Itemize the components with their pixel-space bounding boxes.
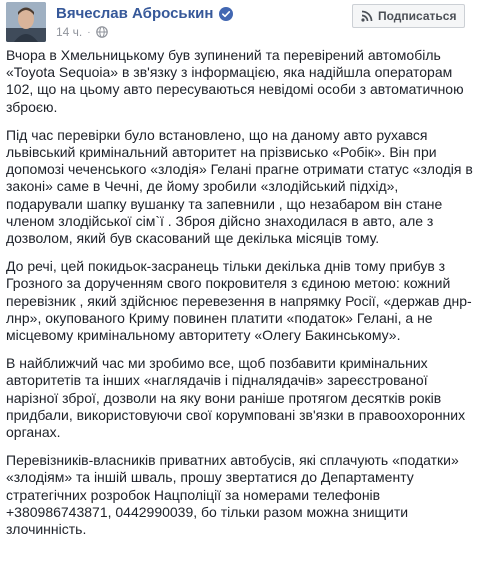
author-row [56,5,233,22]
post-paragraph-4: В найближчий час ми зробимо все, щоб позбавити кримінальних авторитетів та інших «наглядачів і підналядачів» зареєстрованої нарізної зброї, дозволи на яку вони раніше протягом десятків років придбали, використовуючи свої корумповані зв'язки в правоохоронних органах. [6,355,466,441]
follow-button-label: Подписаться [378,9,457,23]
post-header [0,0,484,44]
post-paragraph-5: Перевізників-власників приватних автобусів, які сплачують «податки» «злодіям» та іншій шваль, прошу звертатися до Департаменту стратегічних розробок Нацполіції за номерами телефонів +380986743871, 0442990039, бо тільки разом можна знищити злочинність. [6,452,459,538]
post-paragraph-2: Під час перевірки було встановлено, що на даному авто рухався львівський кримінальний авторитет на прізвисько «Робік». Він при допомозі чеченського «злодія» Гелані прагне отримати статус «злодія в законі» саме в Чечні, де йому зробили «злодійський підхід», подарували шапку вушанку та запевнили , що незабаром він стане членом злодійської сім`ї . Зброя дійсно знаходилася в авто, але з дозволом, який був скасований ще декілька місяців тому. [6,126,473,247]
post-body [6,47,476,549]
post-timestamp-link[interactable]: 14 ч. [56,25,83,39]
avatar-image [6,2,46,42]
verified-badge-icon [219,7,233,21]
follow-button[interactable] [352,4,465,28]
post-paragraph-3: До речі, цей покидьок-засранець тільки декілька днів тому прибув з Грозного за дорученням свого покровителя з єдиною метою: кожний перевізник , який здійснює перевезення в напрямку Росії, «держав днр-лнр», окупованого Криму повинен платити «податок» Гелані, а не місцевому кримінальному авторитету «Олегу Бакинському». [6,258,472,344]
post-meta [56,25,108,39]
meta-separator: · [87,26,91,38]
globe-icon[interactable] [96,26,108,38]
post-paragraph-1: Вчора в Хмельницькому був зупинений та перевірений автомобіль «Toyota Sequoia» в зв'язку з інформацією, яка надійшла операторам 102, що на цьому авто пересуваються невідомі особи з автоматичною зброєю. [6,47,464,115]
avatar[interactable] [6,2,46,42]
author-name-link[interactable]: Вячеслав Аброськин [56,5,214,22]
rss-icon [361,10,373,22]
